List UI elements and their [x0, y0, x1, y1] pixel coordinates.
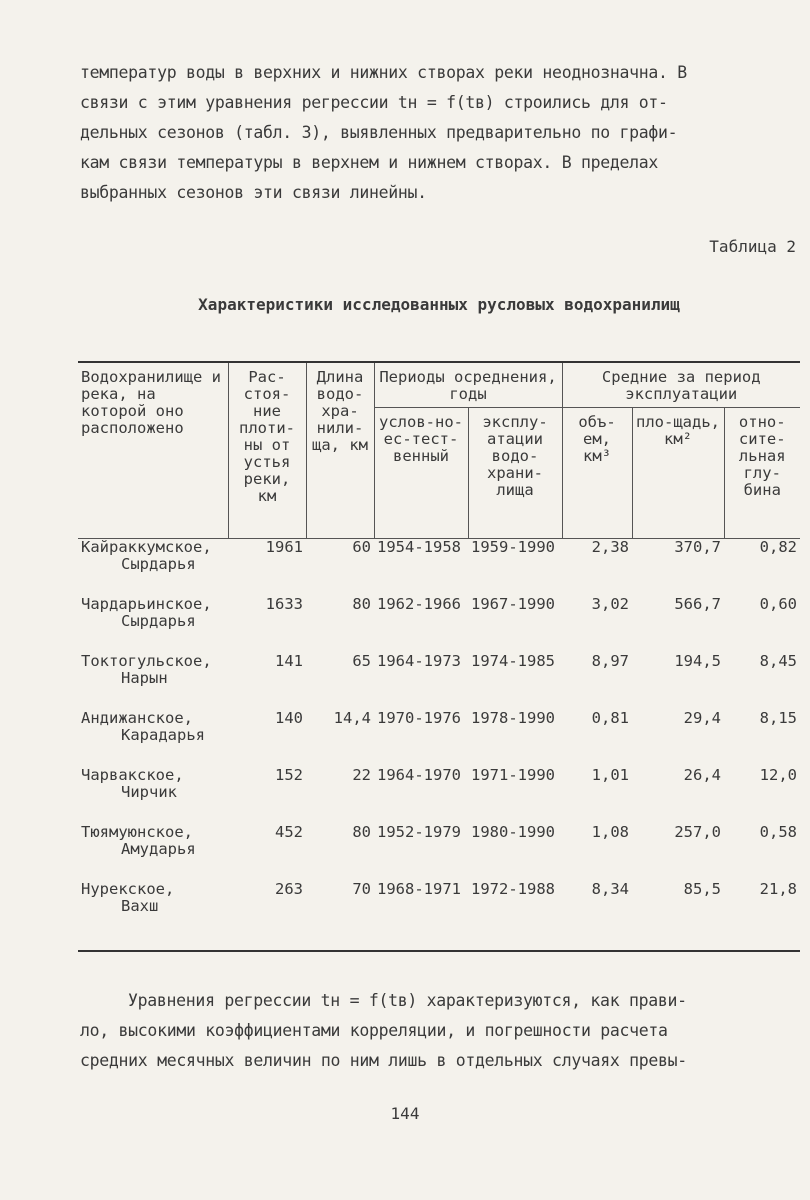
table-row [78, 881, 800, 951]
cell-distance: 1961 [265, 538, 303, 556]
table-row [78, 824, 800, 881]
river-name: Карадарья [121, 726, 205, 744]
page-number: 144 [390, 1104, 420, 1123]
header-period-operation: эксплу-атации водо-храни-лища [468, 408, 562, 539]
cell-area: 370,7 [674, 538, 721, 556]
reservoir-name: Кайраккумское, [81, 538, 212, 556]
cell-period-operation: 1978-1990 [471, 709, 555, 727]
cell-depth: 8,45 [759, 652, 797, 670]
reservoir-table [78, 361, 800, 952]
cell-volume: 3,02 [591, 595, 629, 613]
table-number: Таблица 2 [709, 237, 796, 256]
cell-period-operation: 1967-1990 [471, 595, 555, 613]
cell-reservoir [78, 767, 228, 824]
text-line: Уравнения регрессии tн = f(tв) характеризуются, как прави- [128, 991, 687, 1010]
cell-volume: 0,81 [591, 709, 629, 727]
reservoir-name: Чарвакское, [81, 766, 184, 784]
cell-period-natural: 1964-1970 [377, 766, 461, 784]
text-line: связи с этим уравнения регрессии tн = f(tв) строились для от- [80, 93, 668, 112]
table-row [78, 539, 800, 597]
cell-depth: 12,0 [759, 766, 797, 784]
cell-length: 14,4 [333, 709, 371, 727]
river-name: Амударья [121, 840, 196, 858]
cell-period-operation: 1971-1990 [471, 766, 555, 784]
text-line: средних месячных величин по ним лишь в отдельных случаях превы- [80, 1051, 687, 1070]
intro-paragraph [80, 58, 798, 208]
text-line: дельных сезонов (табл. 3), выявленных предварительно по графи- [80, 123, 678, 142]
header-depth: отно-сите-льная глу-бина [724, 408, 800, 539]
cell-period-natural: 1964-1973 [377, 652, 461, 670]
cell-area: 26,4 [683, 766, 721, 784]
cell-period-natural: 1970-1976 [377, 709, 461, 727]
header-length: Длина водо-хра-нили-ща, км [306, 362, 374, 539]
cell-depth: 8,15 [759, 709, 797, 727]
river-name: Вахш [121, 897, 159, 915]
cell-period-operation: 1974-1985 [471, 652, 555, 670]
reservoir-name: Чардарьинское, [81, 595, 212, 613]
river-name: Нарын [121, 669, 168, 687]
cell-volume: 1,01 [591, 766, 629, 784]
header-volume: объ-ем, км³ [562, 408, 632, 539]
cell-period-operation: 1980-1990 [471, 823, 555, 841]
cell-period-natural: 1962-1966 [377, 595, 461, 613]
table-row [78, 767, 800, 824]
cell-period-natural: 1954-1958 [377, 538, 461, 556]
cell-distance: 263 [228, 881, 306, 951]
cell-reservoir [78, 596, 228, 653]
cell-period-natural: 1952-1979 [377, 823, 461, 841]
closing-paragraph [80, 986, 798, 1076]
river-name: Чирчик [121, 783, 177, 801]
cell-reservoir [78, 710, 228, 767]
table-row [78, 653, 800, 710]
cell-distance: 140 [275, 709, 303, 727]
cell-distance: 1633 [265, 595, 303, 613]
cell-depth: 21,8 [724, 881, 800, 951]
cell-volume: 8,34 [562, 881, 632, 951]
cell-reservoir [78, 824, 228, 881]
reservoir-name: Токтогульское, [81, 652, 212, 670]
header-reservoir: Водохранилище и река, на которой оно расположено [78, 362, 228, 539]
reservoir-name: Нурекское, [81, 880, 175, 898]
cell-period-operation: 1972-1988 [468, 881, 562, 951]
cell-period-operation: 1959-1990 [471, 538, 555, 556]
cell-volume: 1,08 [591, 823, 629, 841]
river-name: Сырдарья [121, 612, 196, 630]
cell-distance: 141 [275, 652, 303, 670]
text-line: кам связи температуры в верхнем и нижнем створах. В пределах [80, 153, 659, 172]
cell-length: 60 [352, 538, 371, 556]
cell-period-natural: 1968-1971 [374, 881, 468, 951]
cell-distance: 152 [275, 766, 303, 784]
header-area: пло-щадь, км² [632, 408, 724, 539]
cell-area: 194,5 [674, 652, 721, 670]
cell-distance: 452 [275, 823, 303, 841]
cell-reservoir [78, 881, 228, 951]
text-line: ло, высокими коэффициентами корреляции, и погрешности расчета [80, 1021, 668, 1040]
table-row [78, 596, 800, 653]
table-row [78, 710, 800, 767]
reservoir-name: Андижанское, [81, 709, 193, 727]
cell-volume: 2,38 [591, 538, 629, 556]
cell-area: 566,7 [674, 595, 721, 613]
cell-area: 85,5 [632, 881, 724, 951]
cell-depth: 0,58 [759, 823, 797, 841]
header-averages: Средние за период эксплуатации [562, 362, 800, 408]
header-periods: Периоды осреднения, годы [374, 362, 562, 408]
cell-reservoir [78, 653, 228, 710]
header-period-natural: услов-но-ес-тест-венный [374, 408, 468, 539]
cell-length: 80 [352, 823, 371, 841]
text-line: температур воды в верхних и нижних створах реки неоднозначна. В [80, 63, 687, 82]
cell-length: 80 [352, 595, 371, 613]
cell-reservoir [78, 539, 228, 597]
table-caption: Характеристики исследованных русловых водохранилищ [198, 295, 680, 314]
cell-volume: 8,97 [591, 652, 629, 670]
cell-area: 29,4 [683, 709, 721, 727]
header-distance: Рас-стоя-ние плоти-ны от устья реки, км [228, 362, 306, 539]
cell-length: 65 [352, 652, 371, 670]
text-line: выбранных сезонов эти связи линейны. [80, 183, 427, 202]
cell-area: 257,0 [674, 823, 721, 841]
cell-depth: 0,60 [759, 595, 797, 613]
cell-length: 70 [306, 881, 374, 951]
river-name: Сырдарья [121, 555, 196, 573]
reservoir-name: Тюямуюнское, [81, 823, 193, 841]
cell-length: 22 [352, 766, 371, 784]
cell-depth: 0,82 [759, 538, 797, 556]
